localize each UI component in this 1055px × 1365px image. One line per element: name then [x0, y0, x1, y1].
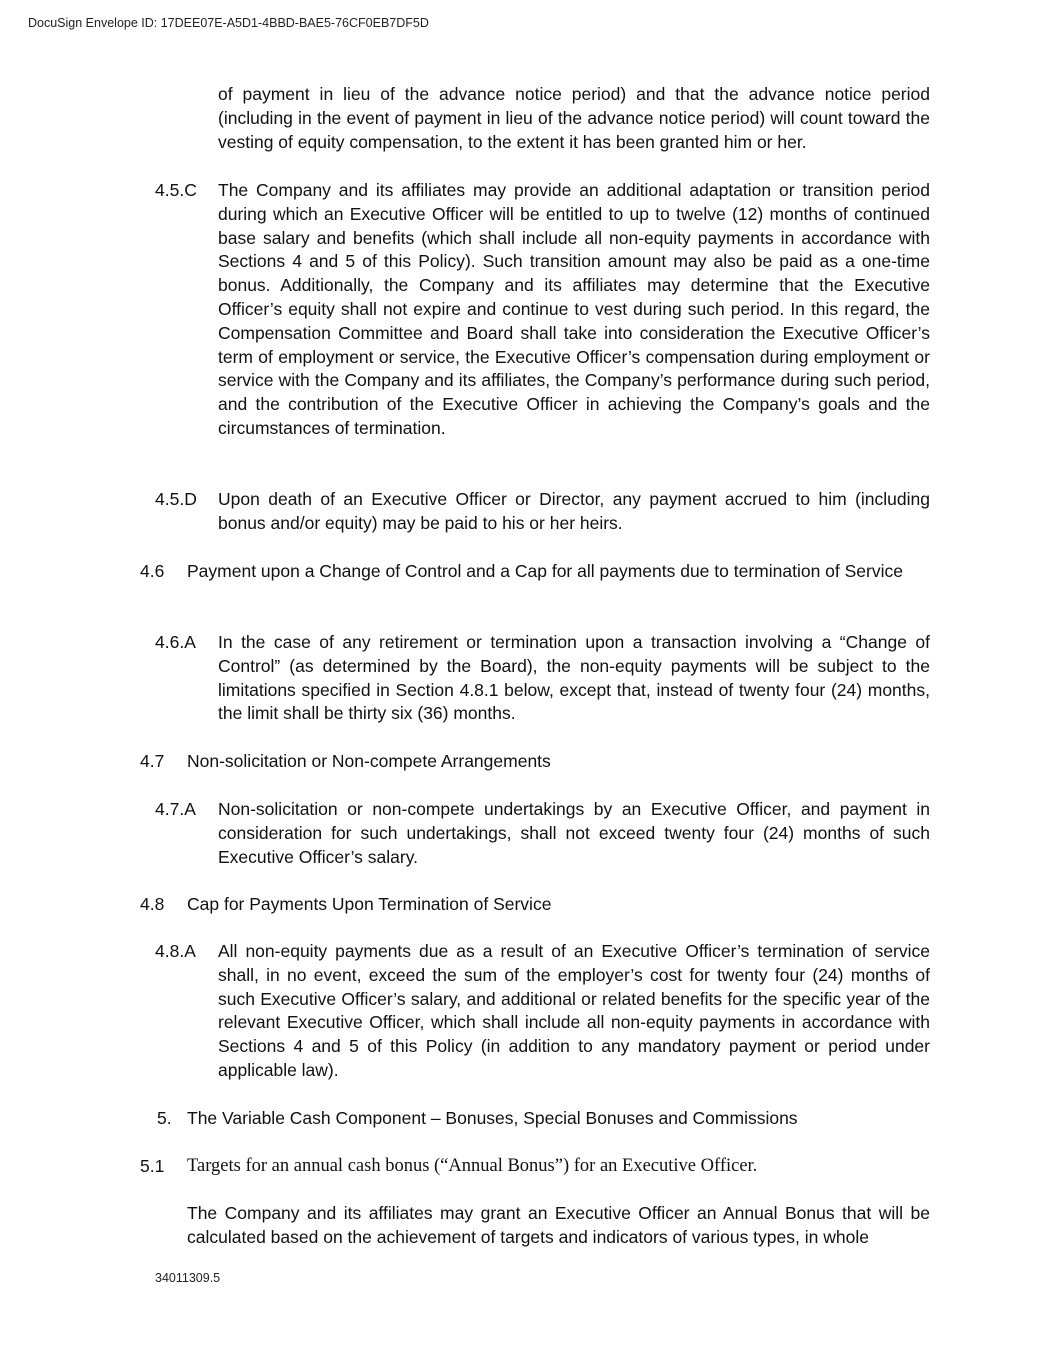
- section-5-1-body: The Company and its affiliates may grant an Executive Officer an Annual Bonus that will be calculated based on the achievement of targets and indicators of various types, in whole: [187, 1203, 930, 1247]
- section-4-7-number: 4.7: [140, 751, 165, 771]
- section-4-7-a-number: 4.7.A: [155, 799, 196, 819]
- section-4-5-d-text: Upon death of an Executive Officer or Director, any payment accrued to him (including bonus and/or equity) may be paid to his or her heirs.: [218, 489, 930, 533]
- docusign-envelope-id: DocuSign Envelope ID: 17DEE07E-A5D1-4BBD-BAE5-76CF0EB7DF5D: [28, 16, 429, 30]
- section-4-8-a-number: 4.8.A: [155, 941, 196, 961]
- section-5-heading: The Variable Cash Component – Bonuses, Special Bonuses and Commissions: [187, 1108, 798, 1128]
- section-5-1-heading: Targets for an annual cash bonus (“Annual Bonus”) for an Executive Officer.: [187, 1156, 758, 1176]
- section-4-7-a-text: Non-solicitation or non-compete undertakings by an Executive Officer, and payment in consideration for such undertakings, shall not exceed twenty four (24) months of such Executive Officer’s salary.: [218, 799, 930, 867]
- section-4-7-heading: Non-solicitation or Non-compete Arrangements: [187, 751, 551, 771]
- section-4-6-heading: Payment upon a Change of Control and a Cap for all payments due to termination of Service: [187, 561, 903, 581]
- section-4-5-c-text: The Company and its affiliates may provide an additional adaptation or transition period during which an Executive Officer will be entitled to up to twelve (12) months of continued base salary and benefits (which shall include all non-equity payments in accordance with Sections 4 and 5 of this Policy). Such transition amount may also be paid as a one-time bonus. Additionally, the Company and its affiliates may determine that the Executive Officer’s equity shall not expire and continue to vest during such period. In this regard, the Compensation Committee and Board shall take into consideration the Executive Officer’s term of employment or service, the Executive Officer’s compensation during employment or service with the Company and its affiliates, the Company’s performance during such period, and the contribution of the Executive Officer in achieving the Company’s goals and the circumstances of termination.: [218, 180, 930, 438]
- document-number: 34011309.5: [155, 1271, 221, 1285]
- section-4-6-number: 4.6: [140, 561, 165, 581]
- section-5-1-number: 5.1: [140, 1156, 165, 1176]
- section-4-5-d-number: 4.5.D: [155, 489, 197, 509]
- intro-continuation-paragraph: of payment in lieu of the advance notice period) and that the advance notice period (including in the event of payment in lieu of the advance notice period) will count toward the vesting of equity compensation, to the extent it has been granted him or her.: [218, 84, 930, 152]
- section-4-8-number: 4.8: [140, 894, 165, 914]
- section-4-5-c-number: 4.5.C: [155, 180, 197, 200]
- section-4-6-a-number: 4.6.A: [155, 632, 196, 652]
- section-4-6-a-text: In the case of any retirement or termination upon a transaction involving a “Change of Control” (as determined by the Board), the non-equity payments will be subject to the limitations specified in Section 4.8.1 below, except that, instead of twenty four (24) months, the limit shall be thirty six (36) months.: [218, 632, 930, 724]
- section-4-8-a-text: All non-equity payments due as a result of an Executive Officer’s termination of service shall, in no event, exceed the sum of the employer’s cost for twenty four (24) months of such Executive Officer’s salary, and additional or related benefits for the specific year of the relevant Executive Officer, which shall include all non-equity payments in accordance with Sections 4 and 5 of this Policy (in addition to any mandatory payment or period under applicable law).: [218, 941, 930, 1080]
- section-5-number: 5.: [157, 1108, 172, 1128]
- section-4-8-heading: Cap for Payments Upon Termination of Service: [187, 894, 552, 914]
